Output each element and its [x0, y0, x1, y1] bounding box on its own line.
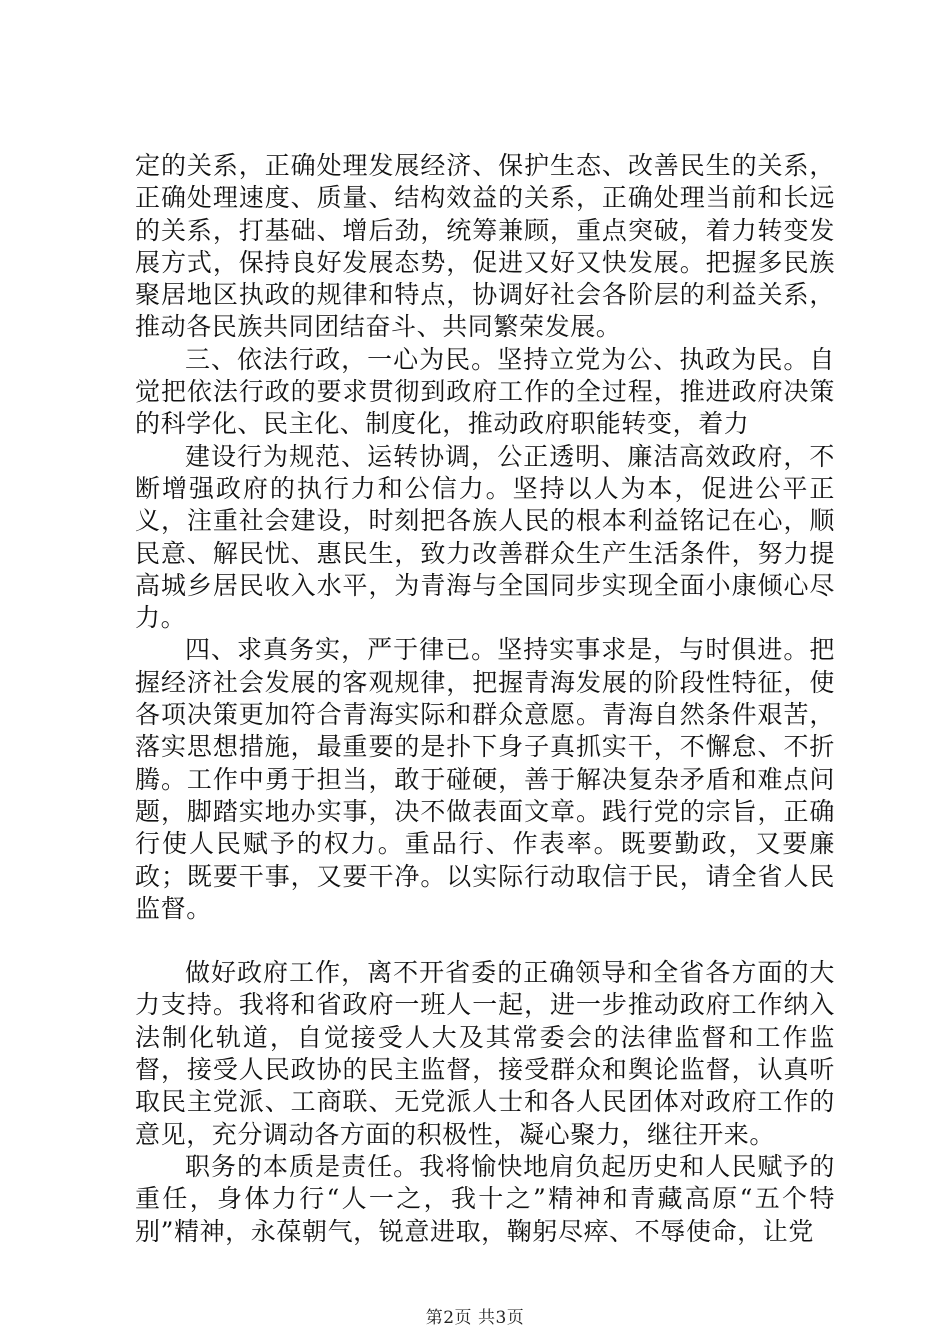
paragraph-government-building: 建设行为规范、运转协调，公正透明、廉洁高效政府，不断增强政府的执行力和公信力。坚持以人为本，促进公平正义，注重社会建设，时刻把各族人民的根本利益铭记在心，顺民意、解民忧、惠民生，致力改善群众生产生活条件，努力提高城乡居民收入水平，为青海与全国同步实现全面小康倾心尽力。 [135, 441, 835, 633]
document-body [135, 150, 835, 1248]
paragraph-section-three: 三、依法行政，一心为民。坚持立党为公、执政为民。自觉把依法行政的要求贯彻到政府工作的全过程，推进政府决策的科学化、民主化、制度化，推动政府职能转变，着力 [135, 344, 835, 439]
paragraph-responsibility: 职务的本质是责任。我将愉快地肩负起历史和人民赋予的重任，身体力行“人一之，我十之”精神和青藏高原“五个特别”精神，永葆朝气，锐意进取，鞠躬尽瘁、不辱使命，让党 [135, 1151, 835, 1246]
page-footer [0, 1303, 950, 1328]
paragraph-government-work: 做好政府工作，离不开省委的正确领导和全省各方面的大力支持。我将和省政府一班人一起，进一步推动政府工作纳入法制化轨道，自觉接受人大及其常委会的法律监督和工作监督，接受人民政协的民主监督，接受群众和舆论监督，认真听取民主党派、工商联、无党派人士和各人民团体对政府工作的意见，充分调动各方面的积极性，凝心聚力，继往开来。 [135, 958, 835, 1149]
page-number-label: 第2页 共3页 [425, 1308, 525, 1328]
paragraph-continuation: 定的关系，正确处理发展经济、保护生态、改善民生的关系，正确处理速度、质量、结构效益的关系，正确处理当前和长远的关系，打基础、增后劲，统筹兼顾，重点突破，着力转变发展方式，保持良好发展态势，促进又好又快发展。把握多民族聚居地区执政的规律和特点，协调好社会各阶层的利益关系，推动各民族共同团结奋斗、共同繁荣发展。 [135, 151, 835, 342]
paragraph-section-four: 四、求真务实，严于律已。坚持实事求是，与时俱进。把握经济社会发展的客观规律，把握青海发展的阶段性特征，使各项决策更加符合青海实际和群众意愿。青海自然条件艰苦，落实思想措施，最重要的是扑下身子真抓实干，不懈怠、不折腾。工作中勇于担当，敢于碰硬，善于解决复杂矛盾和难点问题，脚踏实地办实事，决不做表面文章。践行党的宗旨，正确行使人民赋予的权力。重品行、作表率。既要勤政，又要廉政；既要干事，又要干净。以实际行动取信于民，请全省人民监督。 [135, 635, 835, 923]
